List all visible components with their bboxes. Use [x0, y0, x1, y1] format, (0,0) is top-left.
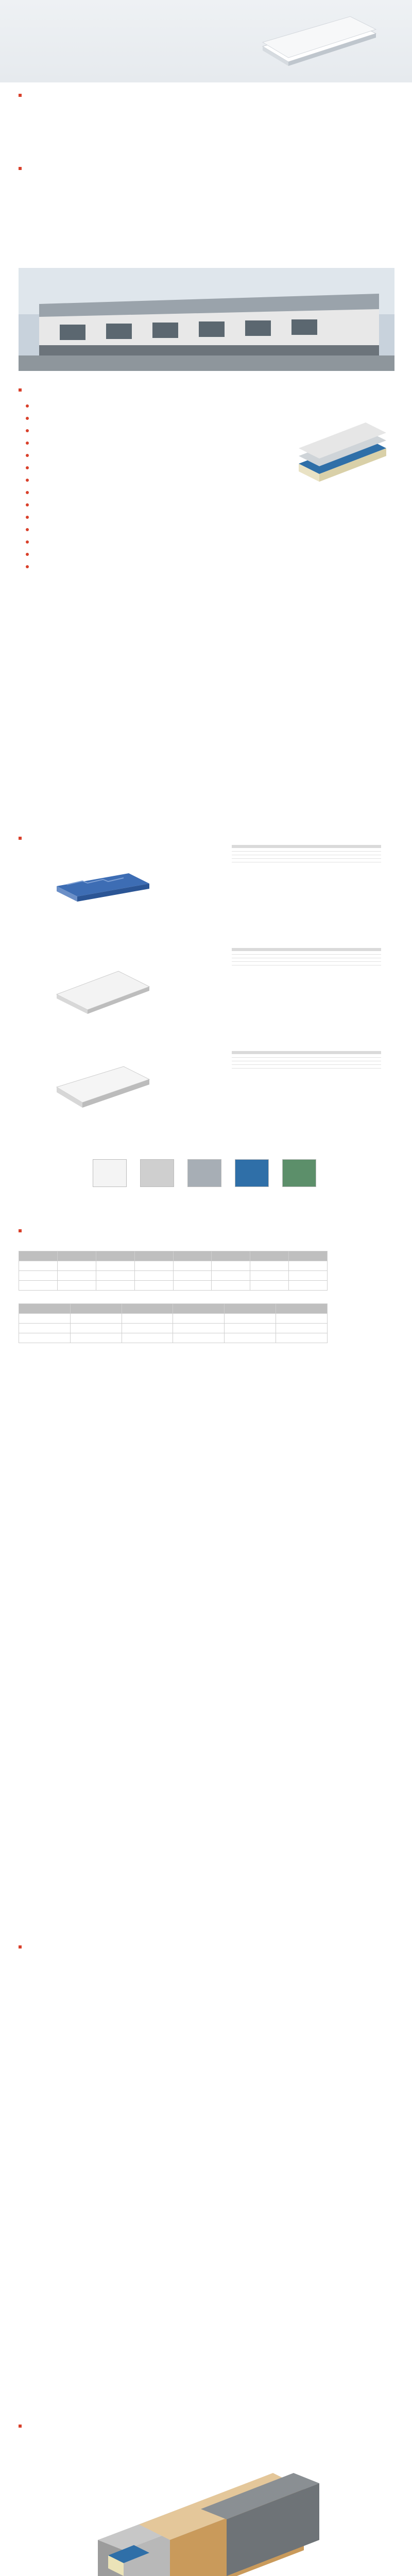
table-row [19, 1333, 328, 1343]
spec-row [232, 958, 381, 962]
spec-heading-1 [19, 1226, 25, 1234]
table-cell [122, 1324, 173, 1333]
wall-panel-image [52, 958, 154, 1015]
table-cell [250, 1261, 289, 1271]
roof-span-table [19, 1251, 328, 1291]
wall-span-table [19, 1303, 328, 1343]
spec-cell [232, 852, 282, 855]
benefit-item [26, 538, 33, 545]
benefit-item [26, 464, 33, 471]
spec-cell [282, 855, 332, 859]
spec-cell [282, 1061, 332, 1065]
spec-cell [331, 962, 381, 965]
table-cell [289, 1281, 328, 1291]
spec-cell [331, 852, 381, 855]
table-cell [250, 1281, 289, 1291]
table-cell [173, 1333, 225, 1343]
partition-panel-image [52, 1056, 154, 1113]
spec-cell [282, 852, 332, 855]
benefit-item [26, 476, 33, 483]
table-cell [57, 1281, 96, 1291]
spec-row [232, 962, 381, 965]
bullet-icon [26, 442, 29, 445]
benefit-item [26, 402, 33, 409]
spec-row [232, 852, 381, 855]
table-cell [70, 1333, 122, 1343]
table-cell [122, 1314, 173, 1324]
spec-cell [232, 1065, 282, 1069]
spec-cell [232, 962, 282, 965]
roof-spec-table [232, 845, 381, 862]
table-cell [173, 1314, 225, 1324]
table-header-cell [122, 1304, 173, 1314]
bullet-icon [26, 565, 29, 568]
table-header-cell [19, 1251, 58, 1261]
spec-cell [331, 1058, 381, 1061]
table-cell [225, 1324, 276, 1333]
bullet-icon [26, 503, 29, 506]
table-row [19, 1281, 328, 1291]
spec-cell [331, 958, 381, 962]
table-row [19, 1271, 328, 1281]
table-header-cell [134, 1251, 173, 1261]
spec-cell [282, 955, 332, 958]
bullet-icon [26, 429, 29, 432]
bullet-icon [26, 516, 29, 519]
bullet-icon [26, 491, 29, 494]
table-cell [19, 1281, 58, 1291]
table-cell [134, 1281, 173, 1291]
table-cell [70, 1324, 122, 1333]
table-cell [212, 1281, 250, 1291]
table-cell [96, 1271, 134, 1281]
spec-row [232, 855, 381, 859]
benefit-item [26, 439, 33, 446]
table-header-cell [19, 1304, 71, 1314]
table-header-cell [173, 1251, 212, 1261]
bullet-icon [26, 466, 29, 469]
spec-row [232, 1061, 381, 1065]
panel-illustration [252, 10, 381, 67]
benefits-heading [19, 385, 25, 394]
table-row [19, 1261, 328, 1271]
spec-cell [282, 859, 332, 862]
table-header-row [19, 1251, 328, 1261]
spec-cell [331, 1061, 381, 1065]
spec-row [232, 955, 381, 958]
product-details-heading [19, 834, 25, 842]
table-cell [276, 1314, 328, 1324]
spec-cell [282, 962, 332, 965]
benefit-item [26, 414, 33, 421]
table-cell [173, 1324, 225, 1333]
spec-row [232, 859, 381, 862]
spec-row [232, 1058, 381, 1061]
table-cell [173, 1281, 212, 1291]
table-cell [19, 1324, 71, 1333]
spec-cell [331, 955, 381, 958]
table-cell [134, 1261, 173, 1271]
benefit-item [26, 427, 33, 434]
table-cell [19, 1314, 71, 1324]
insulation-comparison-figure [77, 2452, 335, 2576]
spec-cell [232, 855, 282, 859]
table-cell [225, 1314, 276, 1324]
table-cell [225, 1333, 276, 1343]
table-cell [173, 1261, 212, 1271]
table-cell [276, 1324, 328, 1333]
bullet-icon [26, 528, 29, 531]
table-cell [173, 1271, 212, 1281]
table-header-cell [173, 1304, 225, 1314]
table-cell [212, 1261, 250, 1271]
table-cell [19, 1271, 58, 1281]
benefit-item [26, 550, 33, 557]
what-is-panel-heading [19, 164, 25, 172]
table-header-cell [225, 1304, 276, 1314]
bullet-icon [26, 404, 29, 408]
table-cell [96, 1261, 134, 1271]
spec-row [232, 1065, 381, 1069]
table-cell [276, 1333, 328, 1343]
panel-stack-photo [288, 407, 391, 495]
benefit-item [26, 488, 33, 496]
table-cell [19, 1261, 58, 1271]
table-row [19, 1314, 328, 1324]
table-header-cell [250, 1251, 289, 1261]
spec-cell [331, 1065, 381, 1069]
spec-cell [232, 955, 282, 958]
table-header-row [19, 1304, 328, 1314]
table-header-cell [289, 1251, 328, 1261]
what-is-eps-heading [19, 91, 25, 99]
spec-cell [282, 1065, 332, 1069]
table-cell [289, 1261, 328, 1271]
table-row [19, 1324, 328, 1333]
header-banner [0, 0, 412, 82]
benefit-item [26, 501, 33, 508]
wall-spec-table [232, 948, 381, 965]
bullet-icon [26, 479, 29, 482]
table-cell [122, 1333, 173, 1343]
table-header-cell [212, 1251, 250, 1261]
spec-heading-2 [19, 1942, 25, 1951]
table-header-cell [96, 1251, 134, 1261]
building-photo [19, 268, 394, 371]
bullet-icon [26, 540, 29, 544]
color-swatch [282, 1159, 316, 1187]
color-swatch [187, 1159, 221, 1187]
bullet-icon [26, 454, 29, 457]
benefit-item [26, 526, 33, 533]
roof-panel-image [52, 866, 154, 907]
benefit-item [26, 563, 33, 570]
table-cell [134, 1271, 173, 1281]
table-cell [57, 1271, 96, 1281]
table-cell [19, 1333, 71, 1343]
product-details-heading-2 [19, 2421, 25, 2430]
spec-cell [331, 855, 381, 859]
spec-cell [232, 958, 282, 962]
benefit-item [26, 451, 33, 459]
benefit-item [26, 513, 33, 520]
table-cell [250, 1271, 289, 1281]
bullet-icon [26, 553, 29, 556]
table-cell [289, 1271, 328, 1281]
spec-cell [282, 1058, 332, 1061]
table-header-cell [276, 1304, 328, 1314]
color-swatch [140, 1159, 174, 1187]
color-swatch [93, 1159, 127, 1187]
table-cell [212, 1271, 250, 1281]
table-header-cell [70, 1304, 122, 1314]
spec-cell [232, 1058, 282, 1061]
table-header-cell [57, 1251, 96, 1261]
spec-cell [331, 859, 381, 862]
table-cell [96, 1281, 134, 1291]
table-cell [57, 1261, 96, 1271]
table-cell [70, 1314, 122, 1324]
bullet-icon [26, 417, 29, 420]
spec-cell [232, 859, 282, 862]
partition-spec-table [232, 1051, 381, 1069]
spec-cell [282, 958, 332, 962]
color-swatch [235, 1159, 269, 1187]
spec-cell [232, 1061, 282, 1065]
